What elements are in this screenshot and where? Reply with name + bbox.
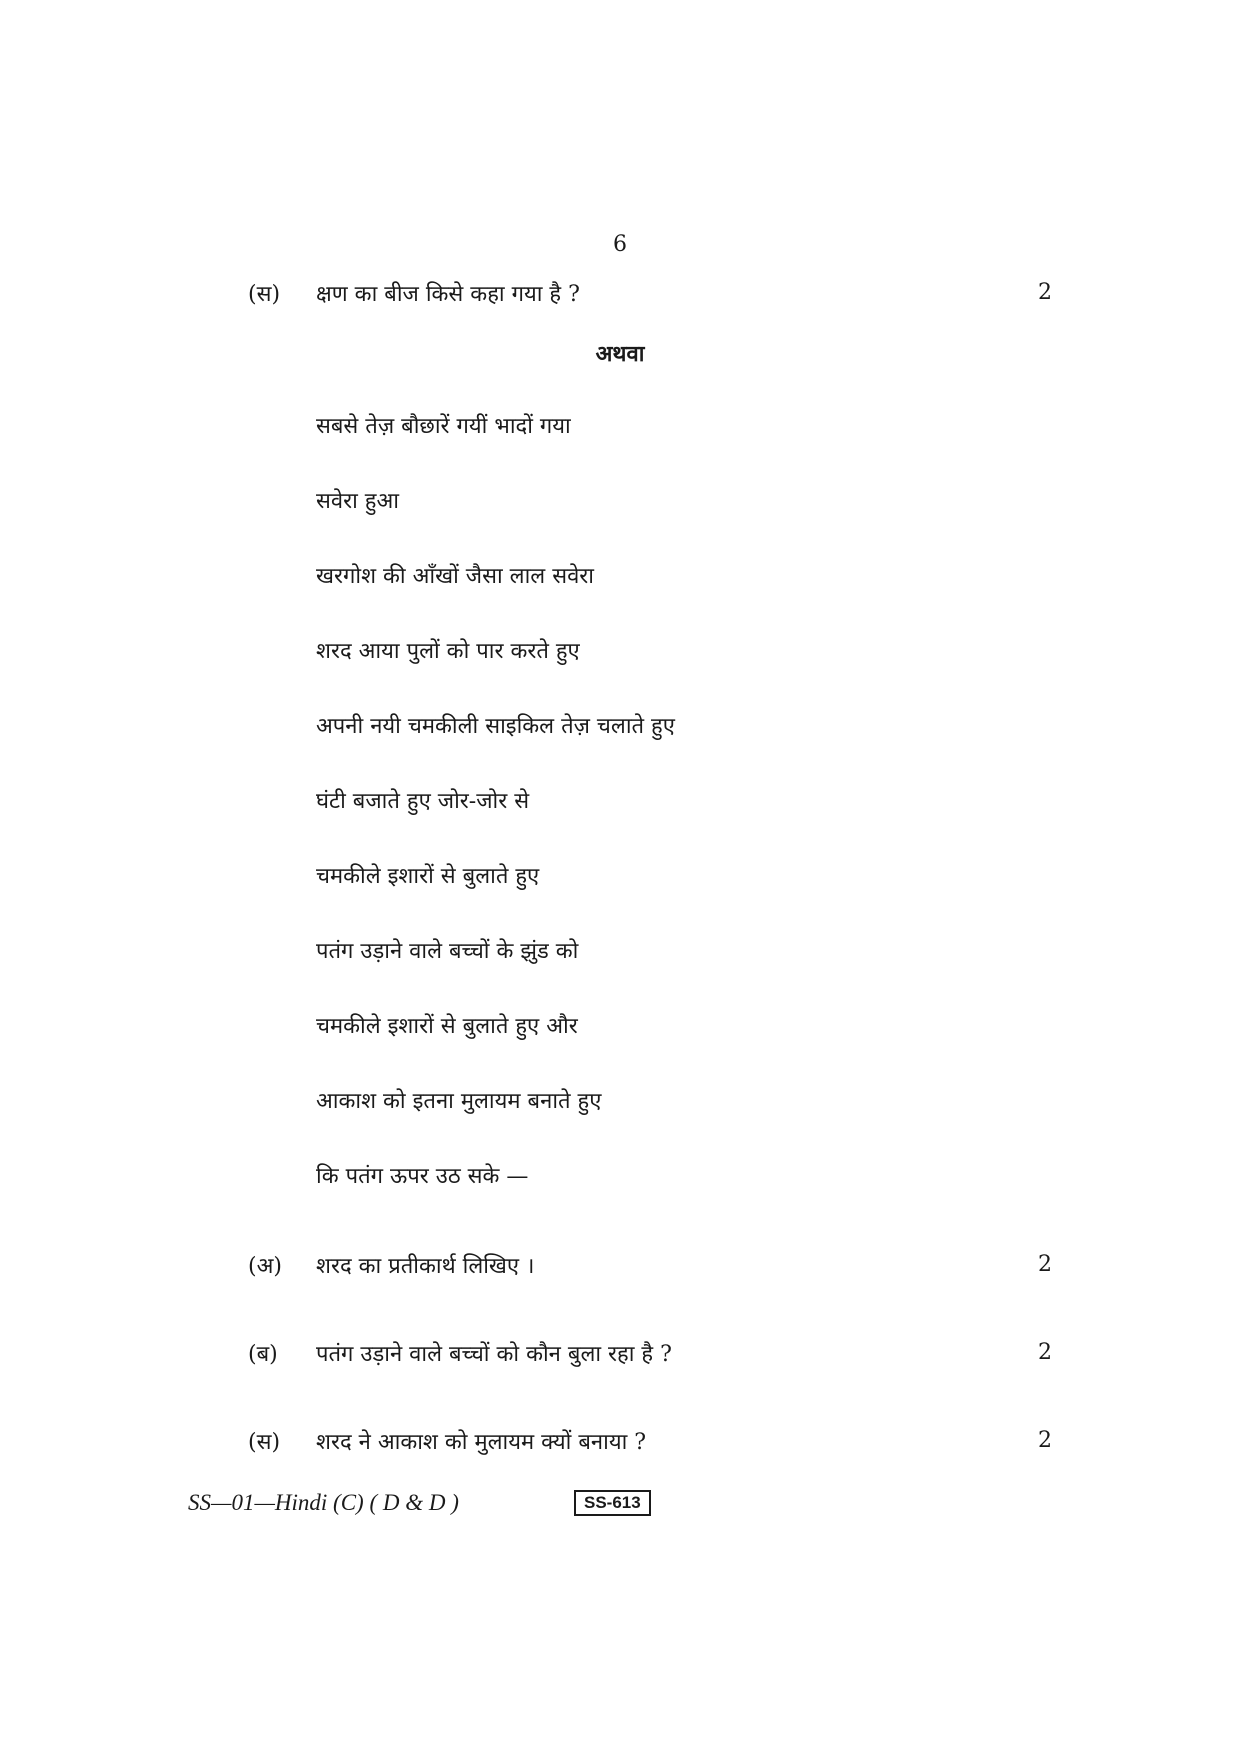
question-text: पतंग उड़ाने वाले बच्चों को कौन बुला रहा है ?	[316, 1342, 672, 1367]
poem-line: चमकीले इशारों से बुलाते हुए	[316, 864, 540, 889]
divider-athva: अथवा	[595, 341, 645, 367]
question-label: (ब)	[248, 1342, 278, 1367]
poem-line: शरद आया पुलों को पार करते हुए	[316, 639, 580, 664]
question-marks: 2	[1038, 1252, 1052, 1277]
question-label: (स)	[248, 1430, 281, 1455]
footer-box-code: SS-613	[574, 1490, 651, 1516]
poem-line: कि पतंग ऊपर उठ सके —	[316, 1164, 529, 1189]
question-text: शरद का प्रतीकार्थ लिखिए ।	[316, 1254, 535, 1279]
poem-line: घंटी बजाते हुए जोर-जोर से	[316, 789, 530, 814]
question-marks: 2	[1038, 1340, 1052, 1365]
poem-line: अपनी नयी चमकीली साइकिल तेज़ चलाते हुए	[316, 714, 675, 739]
question-marks: 2	[1038, 1428, 1052, 1453]
poem-line: सबसे तेज़ बौछारें गयीं भादों गया	[316, 414, 571, 439]
poem-line: आकाश को इतना मुलायम बनाते हुए	[316, 1089, 602, 1114]
poem-line: चमकीले इशारों से बुलाते हुए और	[316, 1014, 578, 1039]
question-text: शरद ने आकाश को मुलायम क्यों बनाया ?	[316, 1430, 647, 1455]
question-text: क्षण का बीज किसे कहा गया है ?	[316, 282, 580, 307]
poem-line: सवेरा हुआ	[316, 489, 399, 514]
page-number: 6	[613, 232, 627, 257]
question-label: (अ)	[248, 1254, 282, 1279]
poem-line: पतंग उड़ाने वाले बच्चों के झुंड को	[316, 939, 579, 964]
question-label: (स)	[248, 282, 281, 307]
footer-paper-code: SS—01—Hindi (C) ( D & D )	[188, 1490, 459, 1515]
question-marks: 2	[1038, 280, 1052, 305]
poem-line: खरगोश की आँखों जैसा लाल सवेरा	[316, 564, 595, 589]
